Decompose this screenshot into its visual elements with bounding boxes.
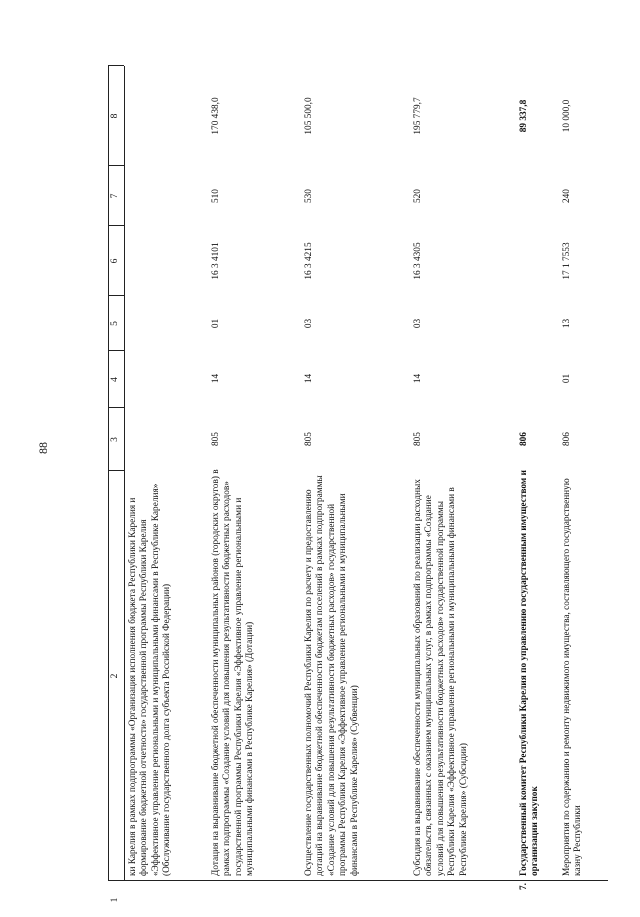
header-col-5: 5: [110, 321, 120, 326]
expense-type-code: 240: [562, 189, 572, 203]
target-article-code: 16 3 4305: [413, 242, 423, 280]
ministry-code: 805: [304, 432, 314, 446]
column-divider: [108, 880, 608, 881]
expense-type-code: 520: [413, 189, 423, 203]
target-article-code: 16 3 4215: [304, 242, 314, 280]
row-description: Государственный комитет Республики Карелия по управлению государственным имуществом и организации закупок: [519, 470, 541, 876]
header-col-3: 3: [110, 437, 120, 442]
header-col-6: 6: [110, 258, 120, 264]
section-code: 14: [413, 373, 423, 384]
header-col-7: 7: [110, 193, 120, 199]
subsection-code: 03: [304, 318, 314, 329]
target-article-code: 16 3 4101: [211, 242, 221, 280]
section-code: 14: [304, 373, 314, 384]
amount: 195 779,7: [413, 97, 423, 135]
ministry-code: 806: [562, 432, 572, 446]
header-col-1: 1: [110, 897, 120, 903]
header-bottom-border: [124, 66, 125, 881]
amount: 10 000,0: [562, 99, 572, 133]
header-col-2: 2: [110, 673, 120, 679]
row-description: Мероприятия по содержанию и ремонту недвижимого имущества, составляющего государственную казну Республики: [562, 478, 584, 876]
row-description: ки Карелия в рамках подпрограммы «Организация исполнения бюджета Республики Карелия и формирование бюджетной отчетности» государственной программы Республики Карелия «Эффективное управление региональными и муниципальными финансами в Республике Карелия» (Обслуживание государственного долга субъекта Российской Федерации): [128, 483, 173, 876]
target-article-code: 17 1 7553: [562, 242, 572, 280]
budget-table: [108, 26, 608, 903]
row-description: Субсидия на выравнивание обеспеченности муниципальных образований по реализации расходных обязательств, связанных с оказанием муниципальных услуг, в рамках подпрограммы «Создание условий для повышения результативности бюджетных расходов» государственной программы Республики Карелия «Эффективное управление региональными и муниципальными финансами в Республике Карелия» (Субсидии): [413, 479, 469, 876]
header-col-4: 4: [110, 377, 120, 382]
ministry-code: 806: [519, 432, 529, 446]
ministry-code: 805: [413, 432, 423, 446]
row-number: 7.: [519, 883, 529, 890]
amount: 170 438,0: [211, 97, 221, 135]
row-description: Дотация на выравнивание бюджетной обеспеченности муниципальных районов (городских округов) в рамках подпрограммы «Создание условий для повышения результативности бюджетных расходов» государственной программы Республики Карелия «Эффективное управление региональными и муниципальными финансами в Республике Карелия» (Дотации): [211, 469, 256, 876]
expense-type-code: 530: [304, 189, 314, 203]
subsection-code: 13: [562, 318, 572, 329]
row-description: Осуществление государственных полномочий Республики Карелия по расчету и предоставлению дотаций на выравнивание бюджетной обеспеченности бюджетам поселений в рамках подпрограммы «Создание условий для повышения результативности бюджетных расходов» государственной программы Республики Карелия «Эффективное управление региональными и муниципальными финансами в Республике Карелия» (Субвенции): [304, 475, 360, 876]
section-code: 01: [562, 373, 572, 384]
subsection-code: 03: [413, 318, 423, 329]
amount: 105 500,0: [304, 97, 314, 135]
header-col-8: 8: [110, 113, 120, 119]
subsection-code: 01: [211, 318, 221, 329]
expense-type-code: 510: [211, 189, 221, 203]
table-top-border: [108, 66, 109, 881]
section-code: 14: [211, 373, 221, 384]
ministry-code: 805: [211, 432, 221, 446]
page-number: 88: [36, 442, 50, 454]
amount: 89 337,8: [519, 99, 529, 133]
